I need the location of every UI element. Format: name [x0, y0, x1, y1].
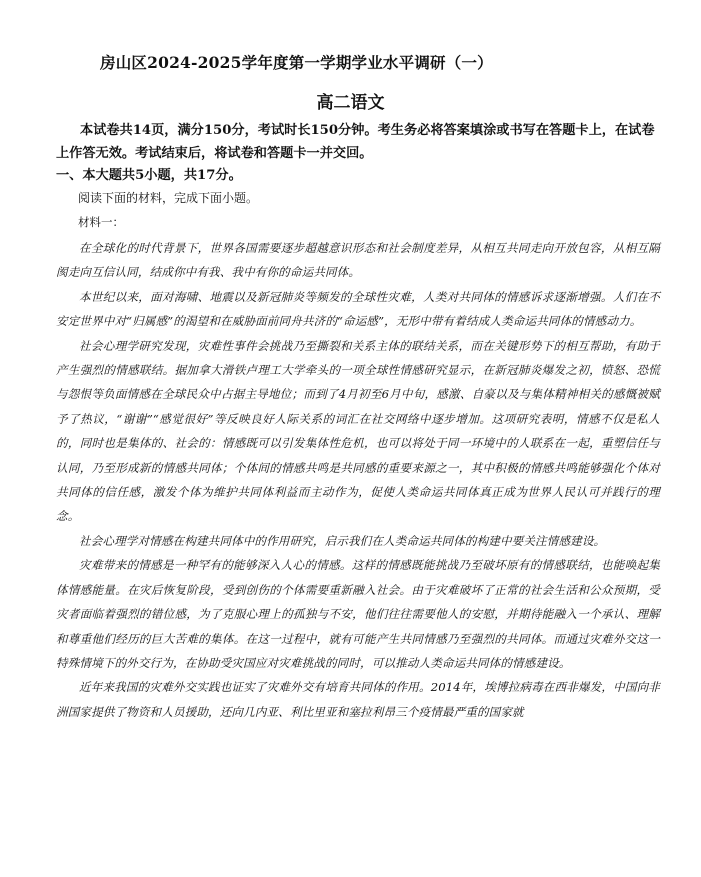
- material-body: [56, 236, 660, 724]
- paragraph-5: 灾难带来的情感是一种罕有的能够深入人心的情感。这样的情感既能挑战乃至破坏原有的情感联结，也能唤起集体情感能量。在灾后恢复阶段，受到创伤的个体需要重新融入社会。由于灾难破坏了正常的社会生活和公众预期，受灾者面临着强烈的错位感，为了克服心理上的孤独与不安，他们往往需要他人的安慰，并期待能融入一个承认、理解和尊重他们经历的巨大苦难的集体。在这一过程中，就有可能产生共同情感乃至强烈的共同体。而通过灾难外交这一特殊情境下的外交行为，在协助受灾国应对灾难挑战的同时，可以推动人类命运共同体的情感建设。: [56, 558, 660, 670]
- paragraph-6: 近年来我国的灾难外交实践也证实了灾难外交有培育共同体的作用。2014年，埃博拉病毒在西非爆发，中国向非洲国家提供了物资和人员援助，还向几内亚、利比里亚和塞拉利昂三个疫情最严重的国家就: [56, 680, 660, 719]
- material-label: 材料一：: [78, 215, 124, 229]
- exam-intro: 本试卷共14页，满分150分，考试时长150分钟。考生务必将答案填涂或书写在答题卡上，在试卷上作答无效。考试结束后，将试卷和答题卡一并交回。: [56, 123, 655, 161]
- paragraph-1: 在全球化的时代背景下，世界各国需要逐步超越意识形态和社会制度差异，从相互共同走向开放包容，从相互隔阂走向互信认同，结成你中有我、我中有你的命运共同体。: [56, 241, 660, 280]
- reading-instruction: 阅读下面的材料，完成下面小题。: [78, 191, 259, 205]
- paragraph-3: 社会心理学研究发现，灾难性事件会挑战乃至撕裂和关系主体的联结关系，而在关键形势下的相互帮助，有助于产生强烈的情感联结。据加拿大滑铁卢理工大学牵头的一项全球性情感研究显示，在新冠肺炎爆发之初，愤怒、恐慌与怨恨等负面情感在全球民众中占据主导地位；而到了4月初至6月中旬，感激、自豪以及与集体精神相关的感慨被赋予了热议，“谢谢”“感觉很好”等反映良好人际关系的词汇在社交网络中逐步增加。这项研究表明，情感不仅是私人的，同时也是集体的、社会的：情感既可以引发集体性危机，也可以将处于同一环境中的人联系在一起，重塑信任与认同，乃至形成新的情感共同体；个体间的情感共鸣是共同感的重要来源之一，其中积极的情感共鸣能够强化个体对共同体的信任感，激发个体为维护共同体利益而主动作为，促使人类命运共同体真正成为世界人民认可并践行的理念。: [56, 338, 660, 524]
- section-heading: 一、本大题共5小题，共17分。: [56, 168, 242, 183]
- exam-subject: 高二语文: [316, 93, 385, 113]
- paragraph-4: 社会心理学对情感在构建共同体中的作用研究，启示我们在人类命运共同体的构建中要关注情感建设。: [79, 533, 606, 548]
- exam-title: 房山区2024-2025学年度第一学期学业水平调研（一）: [100, 53, 493, 72]
- paragraph-2: 本世纪以来，面对海啸、地震以及新冠肺炎等频发的全球性灾难，人类对共同体的情感诉求逐渐增强。人们在不安定世界中对“归属感”的渴望和在威胁面前同舟共济的“命运感”，无形中带有着结成人类命运共同体的情感动力。: [56, 289, 660, 329]
